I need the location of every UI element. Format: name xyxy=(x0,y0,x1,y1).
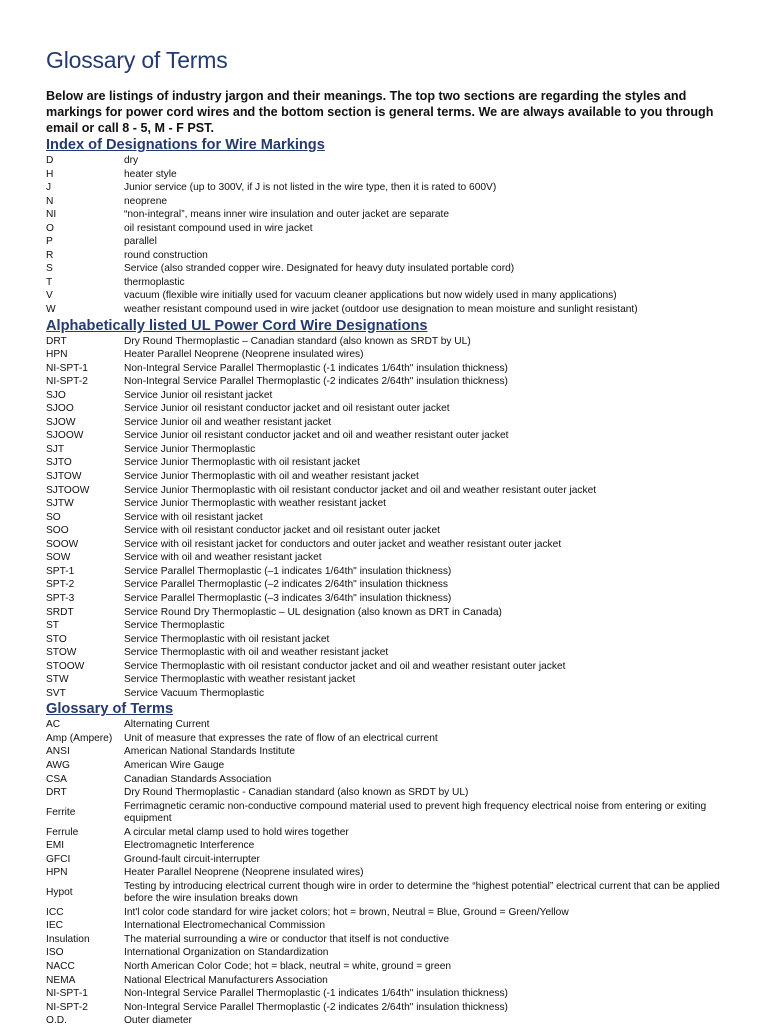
term-definition: Outer diameter xyxy=(124,1015,192,1027)
glossary-row xyxy=(46,619,736,633)
term-definition: International Electromechanical Commission xyxy=(124,920,326,932)
term-label: SRDT xyxy=(46,606,74,618)
glossary-row xyxy=(46,853,736,867)
glossary-row xyxy=(46,154,736,168)
term-definition: “non-integral”, means inner wire insulation and outer jacket are separate xyxy=(124,209,450,221)
glossary-row xyxy=(46,646,736,660)
term-definition: Service Junior Thermoplastic with oil and weather resistant jacket xyxy=(124,471,419,483)
document-page xyxy=(46,0,736,1028)
term-label: S xyxy=(46,263,53,275)
section-heading: Index of Designations for Wire Markings xyxy=(46,137,325,153)
term-definition: American National Standards Institute xyxy=(124,746,296,758)
term-definition: dry xyxy=(124,155,139,166)
term-label: EMI xyxy=(46,840,65,852)
term-definition: Service Junior oil resistant jacket xyxy=(124,389,273,401)
term-label: CSA xyxy=(46,773,67,785)
term-label: V xyxy=(46,290,53,302)
glossary-list xyxy=(46,154,736,317)
glossary-row xyxy=(46,839,736,853)
term-label: AWG xyxy=(46,759,70,771)
term-definition: Service Junior Thermoplastic with oil resistant jacket xyxy=(124,457,360,469)
term-definition: Service Parallel Thermoplastic (–2 indicates 2/64th" insulation thickness xyxy=(124,579,448,591)
glossary-row xyxy=(46,289,736,303)
term-definition: Canadian Standards Association xyxy=(124,773,272,785)
term-definition: Ferrimagnetic ceramic non-conductive compound material used to prevent high frequency electrical noise from entering or exiting equipment xyxy=(124,800,707,824)
glossary-row xyxy=(46,578,736,592)
term-definition: Non-Integral Service Parallel Thermoplastic (-2 indicates 2/64th" insulation thickness) xyxy=(124,1001,508,1013)
glossary-row xyxy=(46,511,736,525)
term-definition: Service Junior Thermoplastic with oil resistant conductor jacket and oil and weather resistant outer jacket xyxy=(124,484,597,496)
glossary-row xyxy=(46,208,736,222)
term-label: D xyxy=(46,155,54,166)
term-label: N xyxy=(46,195,54,207)
glossary-row xyxy=(46,497,736,511)
term-definition: Testing by introducing electrical current though wire in order to determine the “highest potential” electrical current that can be applied before the wire insulation breaks down xyxy=(124,880,720,904)
term-definition: The material surrounding a wire or conductor that itself is not conductive xyxy=(124,933,450,945)
term-definition: Ground-fault circuit-interrupter xyxy=(124,853,260,865)
glossary-row xyxy=(46,946,736,960)
term-definition: round construction xyxy=(124,249,208,261)
term-definition: Non-Integral Service Parallel Thermoplastic (-1 indicates 1/64th" insulation thickness) xyxy=(124,362,508,374)
term-label: Hypot xyxy=(46,886,73,898)
glossary-row xyxy=(46,362,736,376)
term-definition: A circular metal clamp used to hold wires together xyxy=(124,826,349,838)
glossary-row xyxy=(46,168,736,182)
term-label: NEMA xyxy=(46,974,76,986)
term-label: R xyxy=(46,249,54,261)
term-definition: Heater Parallel Neoprene (Neoprene insulated wires) xyxy=(124,349,364,361)
glossary-row xyxy=(46,470,736,484)
term-definition: American Wire Gauge xyxy=(124,759,225,771)
term-definition: Service Junior Thermoplastic xyxy=(124,443,256,455)
term-definition: Service (also stranded copper wire. Designated for heavy duty insulated portable cord) xyxy=(124,263,515,275)
glossary-row xyxy=(46,660,736,674)
glossary-row xyxy=(46,443,736,457)
term-label: SJOW xyxy=(46,416,76,428)
term-definition: Service with oil and weather resistant jacket xyxy=(124,552,322,564)
term-label: ISO xyxy=(46,947,64,959)
term-definition: Non-Integral Service Parallel Thermoplastic (-2 indicates 2/64th" insulation thickness) xyxy=(124,376,508,388)
term-label: J xyxy=(46,182,52,194)
glossary-row xyxy=(46,303,736,317)
section-heading: Alphabetically listed UL Power Cord Wire Designations xyxy=(46,317,428,334)
term-label: IEC xyxy=(46,920,63,932)
term-definition: Junior service (up to 300V, if J is not listed in the wire type, then it is rated to 600V) xyxy=(124,182,497,194)
glossary-row xyxy=(46,745,736,759)
term-label: SJTOOW xyxy=(46,484,90,496)
term-label: STOW xyxy=(46,647,77,659)
term-label: SO xyxy=(46,511,61,523)
glossary-row xyxy=(46,551,736,565)
term-definition: Service Parallel Thermoplastic (–1 indicates 1/64th" insulation thickness) xyxy=(124,565,452,577)
glossary-row xyxy=(46,687,736,701)
glossary-row xyxy=(46,524,736,538)
section-glossary-terms xyxy=(46,700,736,1027)
term-definition: Unit of measure that expresses the rate of flow of an electrical current xyxy=(124,732,438,744)
term-label: SOOW xyxy=(46,538,79,550)
glossary-row xyxy=(46,759,736,773)
glossary-row xyxy=(46,538,736,552)
glossary-row xyxy=(46,484,736,498)
glossary-row xyxy=(46,633,736,647)
glossary-row xyxy=(46,673,736,687)
term-label: GFCI xyxy=(46,853,71,865)
glossary-row xyxy=(46,987,736,1001)
glossary-row xyxy=(46,1014,736,1028)
glossary-row xyxy=(46,565,736,579)
term-label: ST xyxy=(46,620,60,632)
term-label: SPT-3 xyxy=(46,592,75,604)
term-label: AC xyxy=(46,719,61,731)
term-label: T xyxy=(46,276,53,288)
section-heading: Glossary of Terms xyxy=(46,701,174,718)
term-label: NI-SPT-2 xyxy=(46,1001,88,1013)
term-label: SVT xyxy=(46,687,66,699)
term-label: ANSI xyxy=(46,746,70,758)
glossary-row xyxy=(46,195,736,209)
glossary-row xyxy=(46,933,736,947)
term-label: NI-SPT-2 xyxy=(46,376,88,388)
term-definition: Service Thermoplastic with oil and weather resistant jacket xyxy=(124,647,389,659)
term-definition: Service Thermoplastic with oil resistant jacket xyxy=(124,633,330,645)
term-label: NACC xyxy=(46,960,75,972)
term-definition: parallel xyxy=(124,236,157,248)
term-label: SJOOW xyxy=(46,430,84,442)
term-definition: Service Round Dry Thermoplastic – UL designation (also known as DRT in Canada) xyxy=(124,606,502,618)
term-label: SJTW xyxy=(46,498,74,510)
term-label: STO xyxy=(46,633,67,645)
term-label: Amp (Ampere) xyxy=(46,732,113,744)
glossary-row xyxy=(46,592,736,606)
term-definition: Service Thermoplastic with weather resistant jacket xyxy=(124,674,356,686)
term-definition: Service Thermoplastic xyxy=(124,620,225,632)
glossary-row xyxy=(46,866,736,880)
term-label: NI-SPT-1 xyxy=(46,988,88,1000)
term-definition: Int'l color code standard for wire jacket colors; hot = brown, Neutral = Blue, Ground = Green/Yellow xyxy=(124,906,569,918)
term-definition: Service Thermoplastic with oil resistant conductor jacket and oil and weather resistant outer jacket xyxy=(124,660,566,672)
glossary-row xyxy=(46,276,736,290)
term-definition: Service Junior oil resistant conductor jacket and oil and weather resistant outer jacket xyxy=(124,430,509,442)
term-label: SJTOW xyxy=(46,471,82,483)
term-label: SPT-2 xyxy=(46,579,75,591)
term-definition: Dry Round Thermoplastic – Canadian standard (also known as SRDT by UL) xyxy=(124,335,471,347)
term-label: DRT xyxy=(46,335,67,347)
glossary-list xyxy=(46,335,736,701)
glossary-row xyxy=(46,249,736,263)
term-definition: Service Vacuum Thermoplastic xyxy=(124,687,265,699)
term-definition: Service Junior oil and weather resistant jacket xyxy=(124,416,332,428)
section-wire-markings xyxy=(46,136,736,317)
glossary-row xyxy=(46,880,736,906)
glossary-list xyxy=(46,718,736,1027)
term-label: NI xyxy=(46,209,57,221)
term-definition: heater style xyxy=(124,168,177,180)
term-definition: Non-Integral Service Parallel Thermoplastic (-1 indicates 1/64th" insulation thickness) xyxy=(124,988,508,1000)
glossary-row xyxy=(46,416,736,430)
section-ul-designations xyxy=(46,317,736,701)
term-label: Ferrule xyxy=(46,826,79,838)
term-definition: Electromagnetic Interference xyxy=(124,840,255,852)
glossary-row xyxy=(46,456,736,470)
term-definition: Alternating Current xyxy=(124,719,210,731)
term-definition: North American Color Code; hot = black, neutral = white, ground = green xyxy=(124,960,452,972)
term-definition: International Organization on Standardization xyxy=(124,947,329,959)
page-title: Glossary of Terms xyxy=(46,47,228,73)
term-label: NI-SPT-1 xyxy=(46,362,88,374)
term-label: ICC xyxy=(46,906,64,918)
term-label: HPN xyxy=(46,867,68,879)
term-definition: neoprene xyxy=(124,195,168,207)
term-label: SJOO xyxy=(46,403,74,415)
term-label: SJTO xyxy=(46,457,72,469)
term-definition: Heater Parallel Neoprene (Neoprene insulated wires) xyxy=(124,867,364,879)
glossary-row xyxy=(46,262,736,276)
glossary-row xyxy=(46,222,736,236)
term-label: SOO xyxy=(46,525,69,537)
term-definition: Service Junior oil resistant conductor jacket and oil resistant outer jacket xyxy=(124,403,450,415)
term-definition: National Electrical Manufacturers Association xyxy=(124,974,328,986)
term-label: W xyxy=(46,304,56,316)
term-label: HPN xyxy=(46,349,68,361)
term-label: H xyxy=(46,168,54,180)
term-label: SJT xyxy=(46,443,65,455)
term-label: STOOW xyxy=(46,660,85,672)
term-label: O xyxy=(46,222,54,234)
glossary-row xyxy=(46,800,736,826)
glossary-row xyxy=(46,786,736,800)
glossary-row xyxy=(46,906,736,920)
glossary-row xyxy=(46,429,736,443)
term-definition: Dry Round Thermoplastic - Canadian standard (also known as SRDT by UL) xyxy=(124,787,469,799)
glossary-row xyxy=(46,1001,736,1015)
term-label: Ferrite xyxy=(46,806,76,818)
glossary-row xyxy=(46,826,736,840)
glossary-row xyxy=(46,335,736,349)
glossary-row xyxy=(46,773,736,787)
term-definition: oil resistant compound used in wire jacket xyxy=(124,222,313,234)
term-label: Insulation xyxy=(46,933,90,945)
glossary-row xyxy=(46,235,736,249)
term-label: DRT xyxy=(46,787,67,799)
term-label: SPT-1 xyxy=(46,565,75,577)
glossary-row xyxy=(46,960,736,974)
term-definition: vacuum (flexible wire initially used for vacuum cleaner applications but now widely used in many applications) xyxy=(124,290,617,302)
glossary-row xyxy=(46,402,736,416)
term-label: P xyxy=(46,236,53,248)
glossary-row xyxy=(46,732,736,746)
glossary-row xyxy=(46,718,736,732)
term-definition: Service with oil resistant jacket for conductors and outer jacket and weather resistant outer jacket xyxy=(124,538,562,550)
term-definition: Service with oil resistant jacket xyxy=(124,511,263,523)
glossary-row xyxy=(46,919,736,933)
term-definition: weather resistant compound used in wire jacket (outdoor use designation to mean moisture and sunlight resistant) xyxy=(124,304,638,316)
term-definition: thermoplastic xyxy=(124,276,185,288)
glossary-row xyxy=(46,375,736,389)
term-definition: Service Junior Thermoplastic with weather resistant jacket xyxy=(124,498,386,510)
term-label: O.D. xyxy=(46,1015,67,1027)
term-label: STW xyxy=(46,674,69,686)
glossary-row xyxy=(46,606,736,620)
intro-paragraph: Below are listings of industry jargon and their meanings. The top two sections are regarding the styles and markings for power cord wires and the bottom section is general terms. We are always available to you through email or call 8 - 5, M - F PST. xyxy=(46,89,714,135)
glossary-row xyxy=(46,389,736,403)
glossary-row xyxy=(46,348,736,362)
term-definition: Service Parallel Thermoplastic (–3 indicates 3/64th" insulation thickness) xyxy=(124,592,452,604)
term-label: SJO xyxy=(46,389,66,401)
glossary-row xyxy=(46,974,736,988)
term-definition: Service with oil resistant conductor jacket and oil resistant outer jacket xyxy=(124,525,440,537)
glossary-row xyxy=(46,181,736,195)
term-label: SOW xyxy=(46,552,71,564)
